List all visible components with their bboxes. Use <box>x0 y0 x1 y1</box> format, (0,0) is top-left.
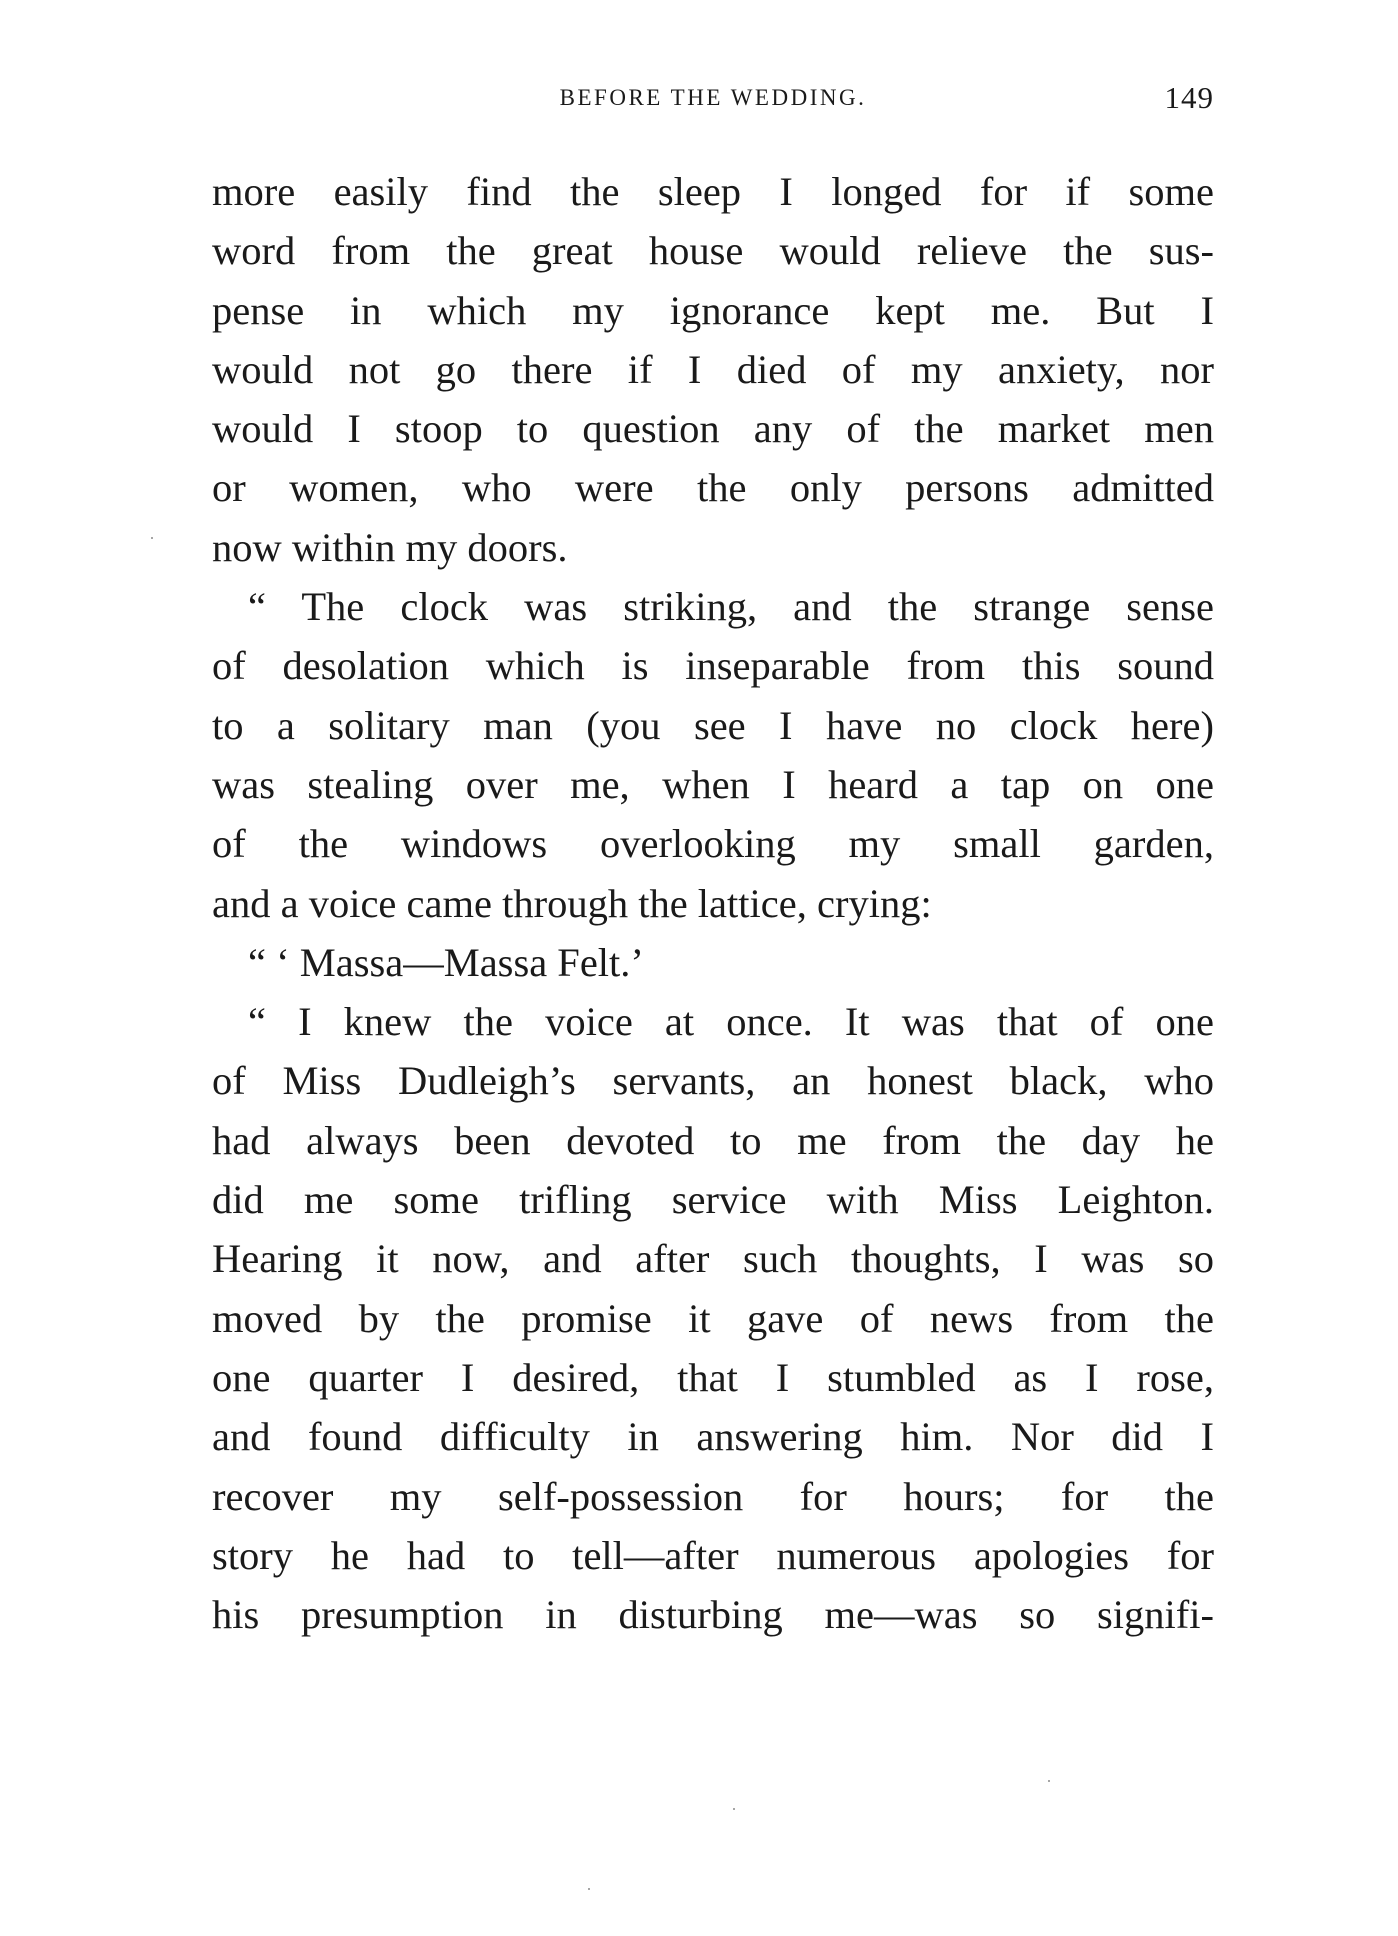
page-number: 149 <box>1164 80 1214 115</box>
text-line: “ The clock was striking, and the strange sense <box>248 584 1214 630</box>
running-head: BEFORE THE WEDDING. <box>559 85 867 110</box>
text-line: was stealing over me, when I heard a tap on one <box>212 761 1214 807</box>
text-line: Hearing it now, and after such thoughts, I was so <box>212 1236 1214 1282</box>
text-line: of desolation which is inseparable from this sound <box>212 643 1214 689</box>
text-line: would not go there if I died of my anxiety, nor <box>212 346 1214 392</box>
text-line: and found difficulty in answering him. Nor did I <box>212 1414 1214 1460</box>
text-line: word from the great house would relieve the sus- <box>212 228 1214 274</box>
paper-speck <box>588 1888 590 1890</box>
body-text <box>212 162 1214 1644</box>
text-line: to a solitary man (you see I have no clock here) <box>212 702 1214 748</box>
text-line: of the windows overlooking my small garden, <box>212 821 1214 867</box>
text-line: “ ‘ Massa—Massa Felt.’ <box>248 939 644 985</box>
text-line: now within my doors. <box>212 524 568 570</box>
text-line: recover my self-possession for hours; for the <box>212 1473 1214 1519</box>
text-line: did me some trifling service with Miss Leighton. <box>212 1177 1214 1223</box>
paper-speck <box>733 1808 735 1810</box>
page-header <box>212 78 1214 118</box>
paper-speck <box>151 537 153 539</box>
text-line: of Miss Dudleigh’s servants, an honest black, who <box>212 1058 1214 1104</box>
text-line: his presumption in disturbing me—was so signifi- <box>212 1592 1214 1638</box>
text-line: and a voice came through the lattice, crying: <box>212 880 932 926</box>
text-line: or women, who were the only persons admitted <box>212 465 1214 511</box>
text-line: had always been devoted to me from the day he <box>212 1117 1214 1163</box>
text-line: pense in which my ignorance kept me. But I <box>212 287 1214 333</box>
paper-speck <box>1048 1780 1050 1782</box>
text-line: story he had to tell—after numerous apologies for <box>212 1532 1214 1578</box>
text-line: one quarter I desired, that I stumbled as I rose, <box>212 1354 1214 1400</box>
text-line: more easily find the sleep I longed for if some <box>212 169 1214 214</box>
text-line: “ I knew the voice at once. It was that of one <box>248 999 1214 1045</box>
text-line: moved by the promise it gave of news from the <box>212 1295 1214 1341</box>
text-line: would I stoop to question any of the market men <box>212 406 1214 452</box>
